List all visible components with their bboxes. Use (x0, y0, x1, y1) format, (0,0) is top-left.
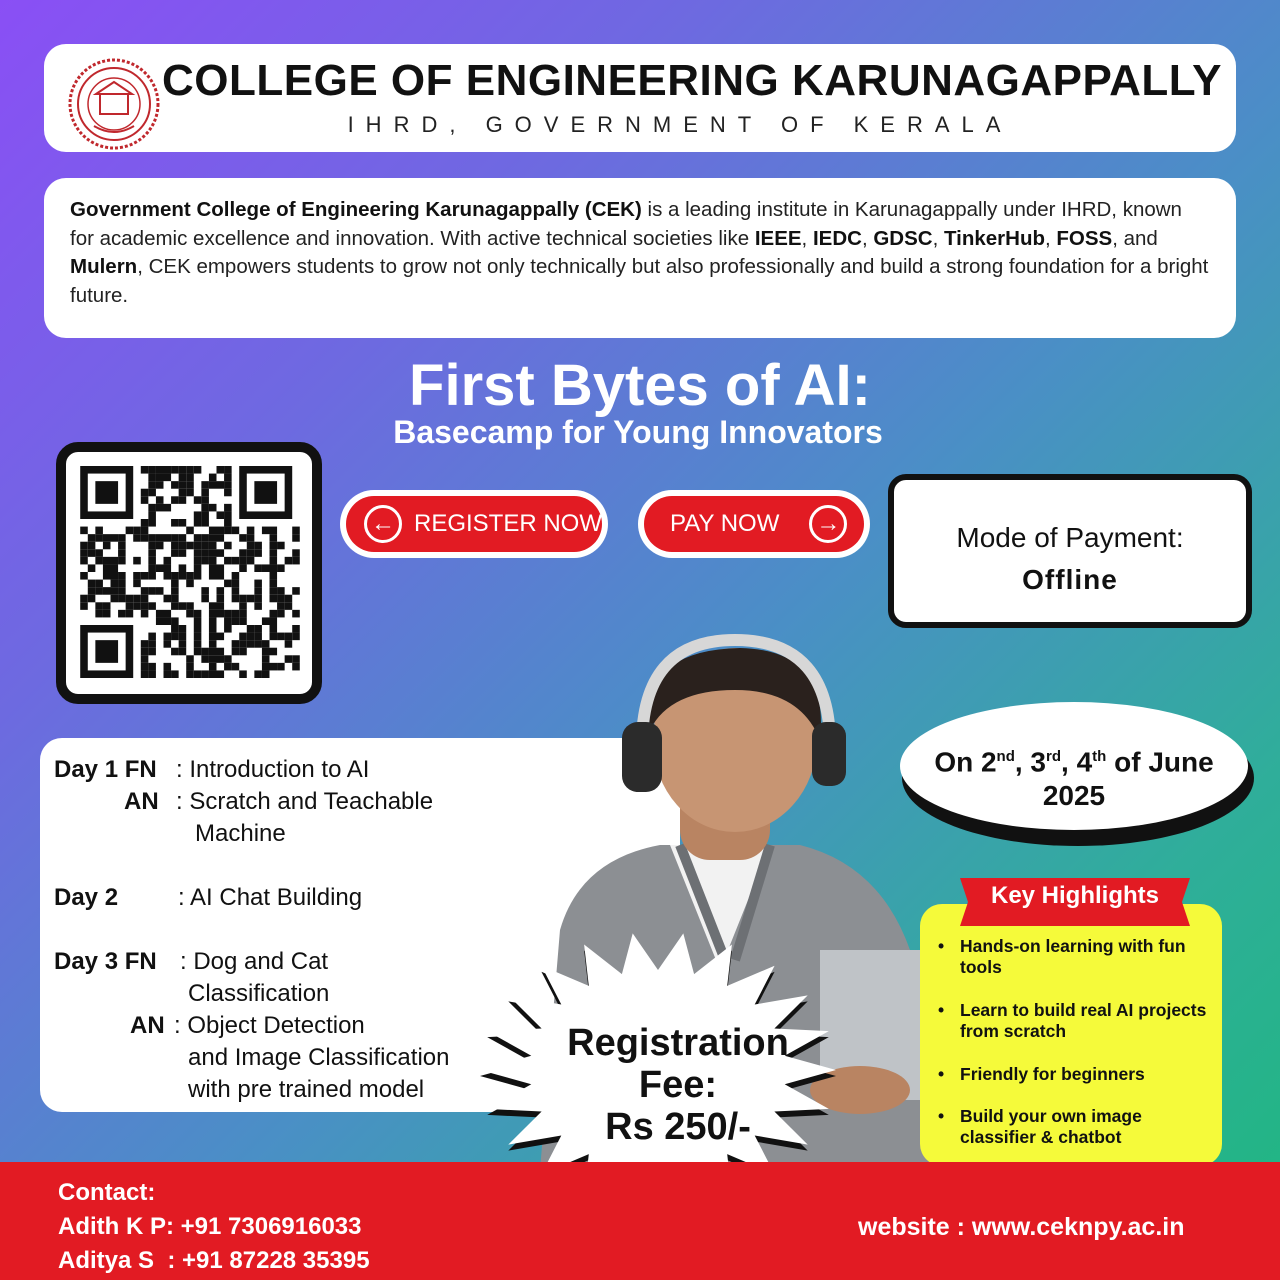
payment-mode-value: Offline (1022, 564, 1118, 595)
day3-fn-topic: : Dog and Cat (180, 948, 329, 975)
event-dates (900, 740, 1248, 813)
day3-fn-label: Day 3 FN (54, 948, 157, 975)
college-subtitle: IHRD, GOVERNMENT OF KERALA (347, 112, 1013, 137)
highlight-text: Learn to build real AI projects from scratch (960, 1000, 1207, 1041)
date-part: , 3 (1014, 746, 1047, 778)
day1-fn-label: Day 1 FN (54, 756, 157, 783)
day1-an-label: AN (124, 788, 159, 815)
bullet-icon: • (938, 1000, 945, 1020)
arrow-right-icon: → (809, 505, 847, 543)
society-mulern: Mulern (70, 255, 138, 278)
day3-an-topic-cont2: with pre trained model (188, 1076, 425, 1103)
qr-code-icon[interactable] (80, 466, 300, 678)
fee-label-2: Fee: (638, 1064, 718, 1106)
day2-label: Day 2 (54, 884, 119, 911)
pay-now-button[interactable] (638, 490, 870, 558)
registration-fee (540, 1022, 816, 1148)
contact-block (58, 1176, 370, 1278)
date-part: On 2 (934, 746, 997, 778)
contact-phone-1[interactable]: Adith K P: +91 7306916033 (58, 1213, 362, 1240)
intro-sep: , (1044, 226, 1057, 250)
highlight-text: Build your own image classifier & chatbot (960, 1106, 1142, 1147)
contact-phone-2[interactable]: Aditya S : +91 87228 35395 (58, 1247, 370, 1274)
date-suffix: th (1092, 748, 1107, 765)
date-suffix: rd (1046, 748, 1062, 765)
contact-label: Contact: (58, 1179, 156, 1206)
highlight-item (938, 1064, 1208, 1085)
day3-an-topic: : Object Detection (174, 1012, 365, 1039)
website-link[interactable]: website : www.ceknpy.ac.in (858, 1213, 1185, 1241)
date-suffix: nd (996, 748, 1015, 765)
event-title: First Bytes of AI: (409, 353, 871, 418)
society-gdsc: GDSC (873, 226, 933, 250)
highlight-text: Hands-on learning with fun tools (960, 936, 1186, 977)
intro-paragraph (70, 196, 1210, 310)
day1-fn-topic: : Introduction to AI (176, 756, 370, 783)
day3-an-topic-cont: and Image Classification (188, 1044, 450, 1071)
register-now-label: REGISTER NOW (414, 510, 603, 537)
college-name: COLLEGE OF ENGINEERING KARUNAGAPPALLY (162, 56, 1222, 105)
intro-text-2: , CEK empowers students to grow not only technically but also professionally and build a strong foundation for a bright future. (70, 255, 1209, 307)
bullet-icon: • (938, 1064, 945, 1084)
highlight-item (938, 936, 1208, 978)
intro-text-1: is a leading institute in Karunagappally under IHRD, known for academic excellence and innovation. With active technical societies like (70, 198, 1182, 250)
register-now-button[interactable] (340, 490, 608, 558)
day3-an-label: AN (130, 1012, 165, 1039)
key-highlights-title: Key Highlights (990, 882, 1159, 909)
payment-mode-card (888, 474, 1252, 628)
society-iedc: IEDC (812, 226, 862, 250)
intro-sep: , (801, 226, 813, 250)
payment-mode-label: Mode of Payment: (956, 522, 1184, 553)
date-year: 2025 (1042, 780, 1106, 812)
intro-sep: , and (1112, 226, 1158, 250)
intro-sep: , (932, 226, 944, 250)
day3-fn-topic-cont: Classification (188, 980, 330, 1007)
highlight-item (938, 1106, 1208, 1148)
society-tinkerhub: TinkerHub (943, 226, 1045, 250)
day2-topic: : AI Chat Building (178, 884, 363, 911)
event-subtitle: Basecamp for Young Innovators (393, 414, 883, 450)
intro-sep: , (861, 226, 874, 250)
bullet-icon: • (938, 936, 945, 956)
pay-now-label: PAY NOW (670, 510, 780, 537)
bullet-icon: • (938, 1106, 945, 1126)
day1-an-topic-cont: Machine (195, 820, 286, 847)
college-emblem-icon (66, 56, 162, 152)
date-part: , 4 (1061, 746, 1093, 778)
highlight-item (938, 1000, 1208, 1042)
society-ieee: IEEE (754, 226, 802, 250)
fee-label: Registration (567, 1022, 789, 1064)
day1-an-topic: : Scratch and Teachable (176, 788, 434, 815)
arrow-left-icon: ← (364, 505, 402, 543)
society-foss: FOSS (1056, 226, 1113, 250)
intro-card (44, 178, 1236, 338)
intro-college-name: Government College of Engineering Karunagappally (CEK) (70, 198, 642, 221)
fee-amount: Rs 250/- (605, 1106, 751, 1148)
highlight-text: Friendly for beginners (960, 1064, 1145, 1084)
date-month: of June (1106, 746, 1214, 778)
